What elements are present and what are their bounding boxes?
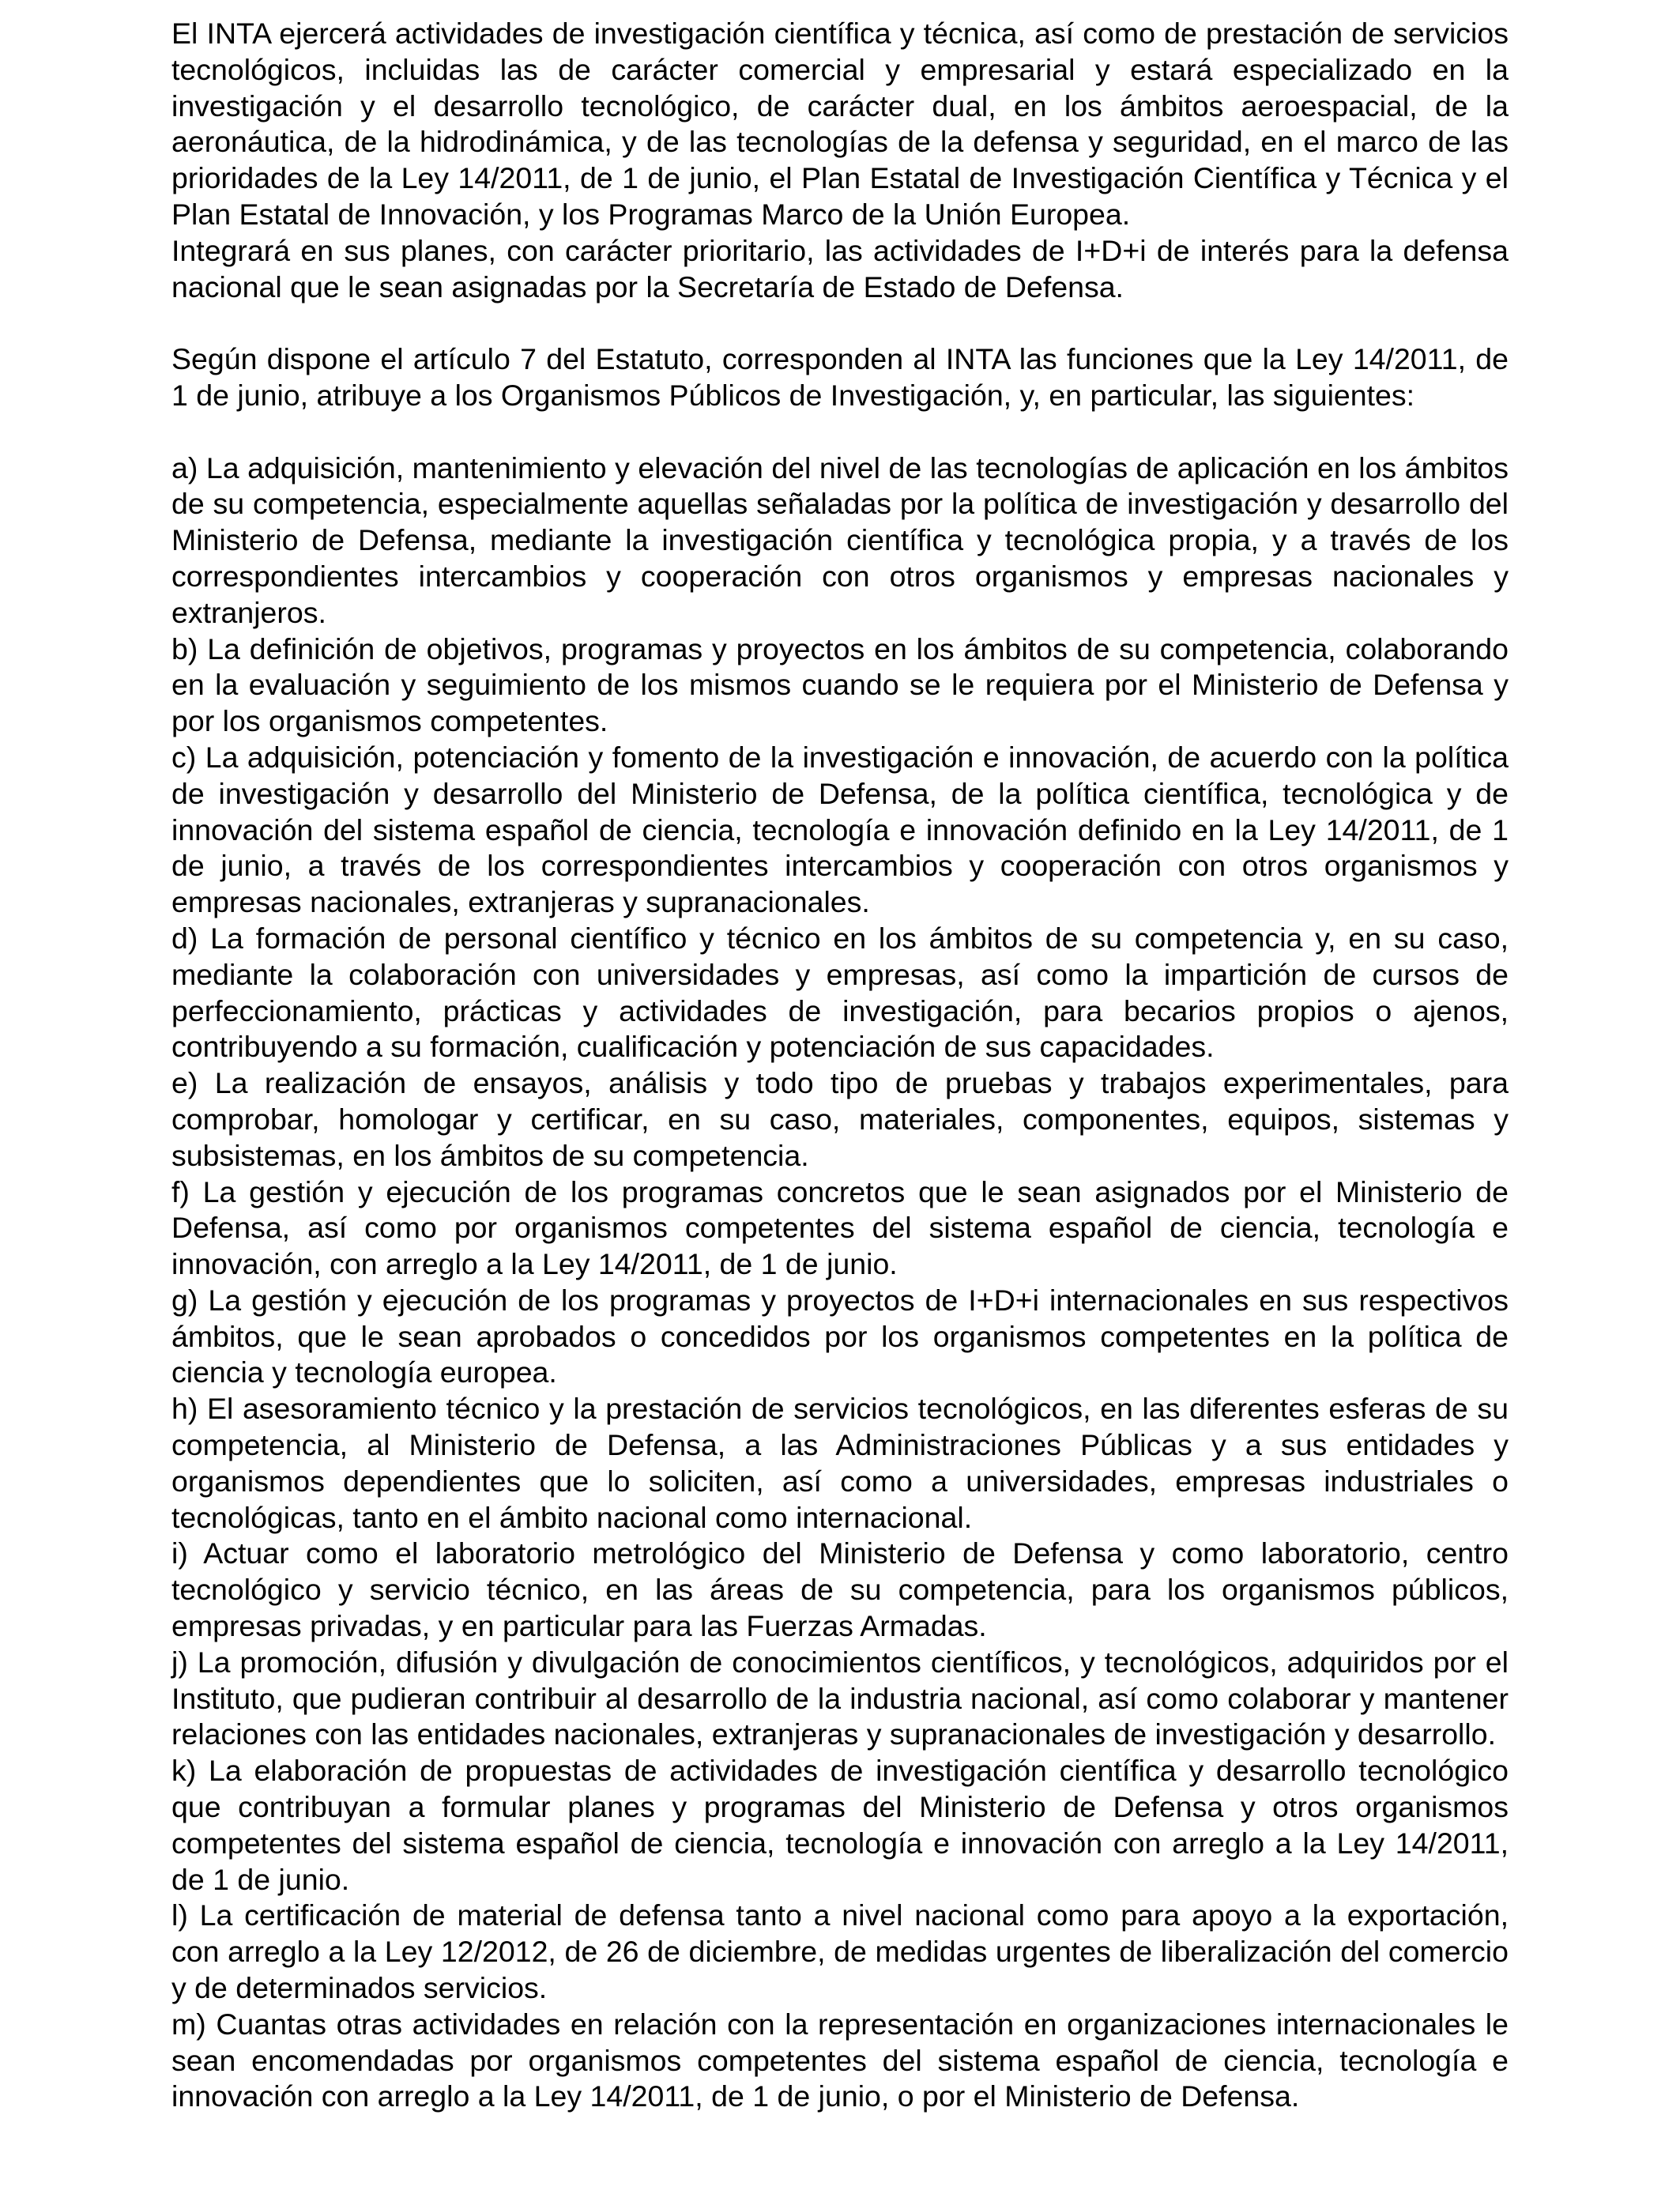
list-item-b: b) La definición de objetivos, programas y proyectos en los ámbitos de su competencia, colaborando en la evaluación y seguimiento de los mismos cuando se le requiera por el Ministerio de Defensa y por los organismos competentes. [171,631,1509,738]
functions-list [171,450,1509,2116]
list-item-m: m) Cuantas otras actividades en relación con la representación en organizaciones internacionales le sean encomendadas por organismos competentes del sistema español de ciencia, tecnología e innovación con arreglo a la Ley 14/2011, de 1 de junio, o por el Ministerio de Defensa. [171,2007,1509,2113]
paragraph-intro: El INTA ejercerá actividades de investigación científica y técnica, así como de prestación de servicios tecnológicos, incluidas las de carácter comercial y empresarial y estará especializado en la investigación y el desarrollo tecnológico, de carácter dual, en los ámbitos aeroespacial, de la aeronáutica, de la hidrodinámica, y de las tecnologías de la defensa y seguridad, en el marco de las prioridades de la Ley 14/2011, de 1 de junio, el Plan Estatal de Investigación Científica y Técnica y el Plan Estatal de Innovación, y los Programas Marco de la Unión Europea. [171,17,1509,231]
list-item-l: l) La certificación de material de defensa tanto a nivel nacional como para apoyo a la exportación, con arreglo a la Ley 12/2012, de 26 de diciembre, de medidas urgentes de liberalización del comercio y de determinados servicios. [171,1898,1509,2005]
list-item-e: e) La realización de ensayos, análisis y todo tipo de pruebas y trabajos experimentales, para comprobar, homologar y certificar, en su caso, materiales, componentes, equipos, sistemas y subsistemas, en los ámbitos de su competencia. [171,1066,1509,1172]
list-item-k: k) La elaboración de propuestas de actividades de investigación científica y desarrollo tecnológico que contribuyan a formular planes y programas del Ministerio de Defensa y otros organismos competentes del sistema español de ciencia, tecnología e innovación con arreglo a la Ley 14/2011, de 1 de junio. [171,1754,1509,1896]
list-item-h: h) El asesoramiento técnico y la prestación de servicios tecnológicos, en las diferentes esferas de su competencia, al Ministerio de Defensa, a las Administraciones Públicas y a sus entidades y organismos dependientes que lo soliciten, así como a universidades, empresas industriales o tecnológicas, tanto en el ámbito nacional como internacional. [171,1392,1509,1534]
document-page [171,16,1509,2115]
list-item-j: j) La promoción, difusión y divulgación de conocimientos científicos, y tecnológicos, adquiridos por el Instituto, que pudieran contribuir al desarrollo de la industria nacional, así como colaborar y mantener relaciones con las entidades nacionales, extranjeras y supranacionales de investigación y desarrollo. [171,1645,1509,1751]
list-item-d: d) La formación de personal científico y técnico en los ámbitos de su competencia y, en su caso, mediante la colaboración con universidades y empresas, así como la impartición de cursos de perfeccionamiento, prácticas y actividades de investigación, para becarios propios o ajenos, contribuyendo a su formación, cualificación y potenciación de sus capacidades. [171,921,1509,1064]
list-item-i: i) Actuar como el laboratorio metrológico del Ministerio de Defensa y como laboratorio, centro tecnológico y servicio técnico, en las áreas de su competencia, para los organismos públicos, empresas privadas, y en particular para las Fuerzas Armadas. [171,1536,1509,1643]
list-item-f: f) La gestión y ejecución de los programas concretos que le sean asignados por el Ministerio de Defensa, así como por organismos competentes del sistema español de ciencia, tecnología e innovación, con arreglo a la Ley 14/2011, de 1 de junio. [171,1174,1509,1281]
paragraph-functions-intro: Según dispone el artículo 7 del Estatuto, corresponden al INTA las funciones que la Ley 14/2011, de 1 de junio, atribuye a los Organismos Públicos de Investigación, y, en particular, las siguientes: [171,342,1509,412]
list-item-c: c) La adquisición, potenciación y fomento de la investigación e innovación, de acuerdo con la política de investigación y desarrollo del Ministerio de Defensa, de la política científica, tecnológica y de innovación del sistema español de ciencia, tecnología e innovación definido en la Ley 14/2011, de 1 de junio, a través de los correspondientes intercambios y cooperación con otros organismos y empresas nacionales, extranjeras y supranacionales. [171,740,1509,919]
paragraph-priorities: Integrará en sus planes, con carácter prioritario, las actividades de I+D+i de interés para la defensa nacional que le sean asignadas por la Secretaría de Estado de Defensa. [171,233,1509,303]
list-item-g: g) La gestión y ejecución de los programas y proyectos de I+D+i internacionales en sus respectivos ámbitos, que le sean aprobados o concedidos por los organismos competentes en la política de ciencia y tecnología europea. [171,1283,1509,1389]
list-item-a: a) La adquisición, mantenimiento y elevación del nivel de las tecnologías de aplicación en los ámbitos de su competencia, especialmente aquellas señaladas por la política de investigación y desarrollo del Ministerio de Defensa, mediante la investigación científica y tecnológica propia, y a través de los correspondientes intercambios y cooperación con otros organismos y empresas nacionales y extranjeros. [171,450,1509,629]
